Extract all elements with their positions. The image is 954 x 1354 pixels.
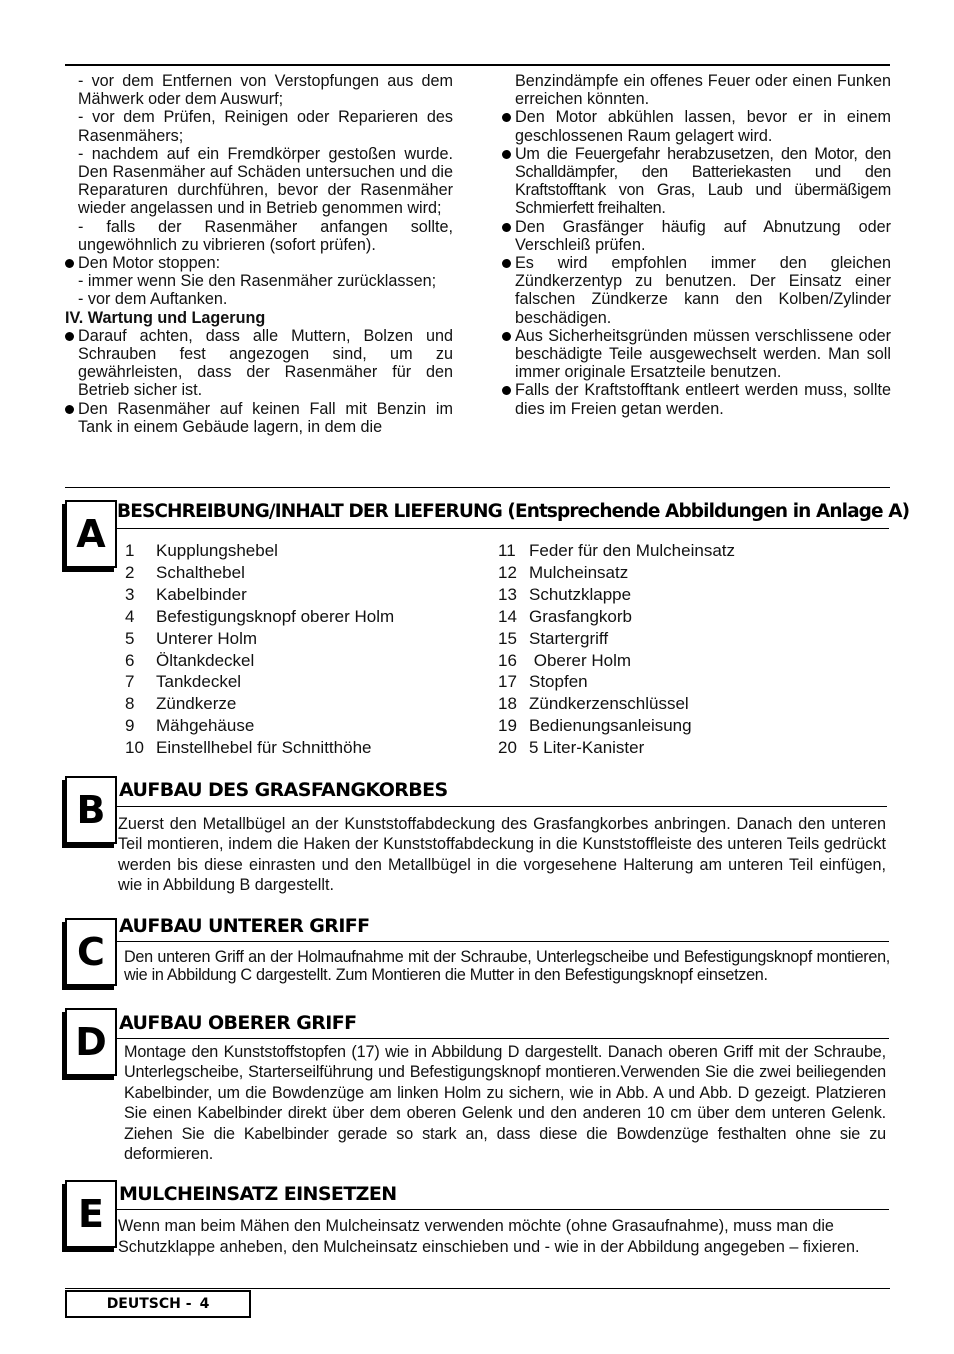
section-a-title: BESCHREIBUNG/INHALT DER LIEFERUNG (Entsprechende Abbildungen in Anlage A) — [117, 501, 910, 522]
subsection-heading: IV. Wartung und Lagerung — [65, 308, 266, 327]
section-c-title: AUFBAU UNTERER GRIFF — [119, 915, 370, 937]
list-item: 3 Kabelbinder — [125, 584, 247, 604]
list-item: 7 Tankdeckel — [125, 672, 242, 692]
page-footer — [65, 1290, 251, 1318]
bullet-item: Den Motor abkühlen lassen, bevor er in einem geschlossenen Raum gelagert wird. — [502, 108, 891, 144]
section-d-letter: D — [65, 1008, 117, 1076]
section-e-letter: E — [65, 1180, 117, 1248]
section-e-title: MULCHEINSATZ EINSETZEN — [119, 1183, 397, 1205]
list-item: 20 5 Liter-Kanister — [498, 738, 645, 758]
section-d-title: AUFBAU OBERER GRIFF — [119, 1012, 357, 1034]
section-b-letter: B — [65, 776, 117, 844]
list-item: 15 Startergriff — [498, 628, 609, 648]
bullet-icon — [502, 259, 511, 268]
list-item: 8 Zündkerze — [125, 694, 237, 714]
list-item: - vor dem Prüfen, Reinigen oder Reparieren des Rasenmähers; — [78, 108, 453, 145]
section-e-body: Wenn man beim Mähen den Mulcheinsatz verwenden möchte (ohne Grasaufnahme), muss man die Schutzklappe anheben, den Mulcheinsatz einschieben und - wie in der Abbildung angegeben – fixieren. — [118, 1217, 860, 1256]
bullet-item: Den Motor stoppen: — [65, 254, 453, 272]
list-item: 10 Einstellhebel für Schnitthöhe — [125, 738, 372, 758]
page-number: 4 — [199, 1296, 210, 1312]
list-item: 6 Öltankdeckel — [125, 650, 255, 670]
parts-list-right — [498, 540, 878, 759]
bullet-icon — [502, 113, 511, 122]
bullet-item: Den Rasenmäher auf keinen Fall mit Benzin im Tank in einem Gebäude lagern, in dem die — [65, 400, 453, 436]
footer-language: DEUTSCH - — [106, 1296, 192, 1312]
list-item: Benzindämpfe ein offenes Feuer oder einen Funken erreichen könnten. — [515, 72, 891, 109]
bullet-icon — [65, 259, 74, 268]
bullet-item: Es wird empfohlen immer den gleichen Zündkerzentyp zu benutzen. Der Einsatz einer falschen Zündkerze kann den Kolben/Zylinder beschädigen. — [502, 254, 891, 327]
section-c-body: Den unteren Griff an der Holmaufnahme mit der Schraube, Unterlegscheibe und Befestigungsknopf montieren, wie in Abbildung C dargestellt. Zum Montieren die Mutter in den Befestigungsknopf einsetzen. — [124, 948, 890, 984]
section-c-title-rule — [117, 941, 889, 942]
section-a-top-rule — [65, 487, 890, 488]
bullet-item: Den Grasfänger häufig auf Abnutzung oder Verschleiß prüfen. — [502, 218, 891, 254]
list-item: 9 Mähgehäuse — [125, 716, 255, 736]
list-item: 12 Mulcheinsatz — [498, 562, 629, 582]
bullet-icon — [502, 150, 511, 159]
section-a-title-rule — [117, 528, 889, 529]
section-b-title: AUFBAU DES GRASFANGKORBES — [119, 779, 448, 801]
bullet-icon — [502, 386, 511, 395]
list-item: - falls der Rasenmäher anfangen sollte, ungewöhnlich zu vibrieren (sofort prüfen). — [78, 217, 453, 254]
text-column-right — [502, 72, 891, 418]
list-item: 18 Zündkerzenschlüssel — [498, 694, 689, 714]
list-item: 14 Grasfangkorb — [498, 606, 632, 626]
bullet-icon — [502, 223, 511, 232]
section-b-body: Zuerst den Metallbügel an der Kunststoffabdeckung des Grasfangkorbes anbringen. Danach den unteren Teil montieren, indem die Haken der Kunststoffabdeckung in die Kunststoffleiste des unteren Teils gedrückt werden bis diese einrasten und den Metallbügel in die vorgesehene Halterung am unteren Teil einfügen, wie in Abbildung B dargestellt. — [118, 815, 886, 895]
list-item: - immer wenn Sie den Rasenmäher zurücklassen; — [78, 272, 437, 291]
list-item: 1 Kupplungshebel — [125, 541, 278, 560]
list-item: 13 Schutzklappe — [498, 584, 632, 604]
list-item: 11 Feder für den Mulcheinsatz — [498, 541, 735, 560]
bottom-rule — [65, 1288, 890, 1289]
bullet-icon — [65, 332, 74, 341]
section-e-title-rule — [117, 1209, 889, 1210]
bullet-item: Aus Sicherheitsgründen müssen verschlissene oder beschädigte Teile ausgewechselt werden. Man soll immer originale Ersatzteile benutzen. — [502, 327, 891, 382]
list-item: 16 Oberer Holm — [498, 650, 632, 670]
list-item: 2 Schalthebel — [125, 562, 245, 582]
text-column-left — [65, 72, 453, 436]
list-item: 5 Unterer Holm — [125, 628, 258, 648]
list-item: 4 Befestigungsknopf oberer Holm — [125, 606, 395, 626]
parts-list-left — [125, 540, 485, 759]
list-item: - nachdem auf ein Fremdkörper gestoßen wurde. Den Rasenmäher auf Schäden untersuchen und die Reparaturen durchführen, bevor der Rasenmäher wieder angelassen und in Betrieb genommen wird; — [78, 144, 453, 218]
bullet-item: Um die Feuergefahr herabzusetzen, den Motor, den Schalldämpfer, den Batteriekasten und den Kraftstofftank von Gras, Laub und übermäßigem Schmierfett freihalten. — [502, 145, 891, 218]
bullet-item: Falls der Kraftstofftank entleert werden muss, sollte dies im Freien getan werden. — [502, 381, 891, 417]
list-item: - vor dem Entfernen von Verstopfungen aus dem Mähwerk oder dem Auswurf; — [78, 72, 453, 109]
list-item: - vor dem Auftanken. — [78, 290, 228, 309]
section-d-body: Montage den Kunststoffstopfen (17) wie in Abbildung D dargestellt. Danach oberen Griff mit der Schraube, Unterlegscheibe, Starterseilführung und Befestigungsknopf montieren.Verwenden Sie die zwei beiliegenden Kabelbinder, um die Bowdenzüge am linken Holm zu sichern, wie in Abb. A und Abb. D gezeigt. Platzieren Sie einen Kabelbinder direkt über dem oberen Gelenk und den anderen 10 cm über dem unteren Gelenk. Ziehen Sie die Kabelbinder gerade so stark an, dass diese die Bowdenzüge festhalten ohne sie zu deformieren. — [124, 1043, 886, 1164]
section-c-letter: C — [65, 918, 117, 986]
section-a-letter: A — [65, 500, 117, 568]
list-item: 19 Bedienungsanleisung — [498, 716, 692, 736]
top-rule — [65, 64, 890, 66]
bullet-item: Darauf achten, dass alle Muttern, Bolzen und Schrauben fest angezogen sind, um zu gewährleisten, dass der Rasenmäher für den Betrieb sicher ist. — [65, 327, 453, 400]
bullet-icon — [65, 405, 74, 414]
section-b-title-rule — [117, 806, 887, 807]
list-item: 17 Stopfen — [498, 672, 588, 692]
section-d-title-rule — [117, 1038, 889, 1039]
bullet-icon — [502, 332, 511, 341]
